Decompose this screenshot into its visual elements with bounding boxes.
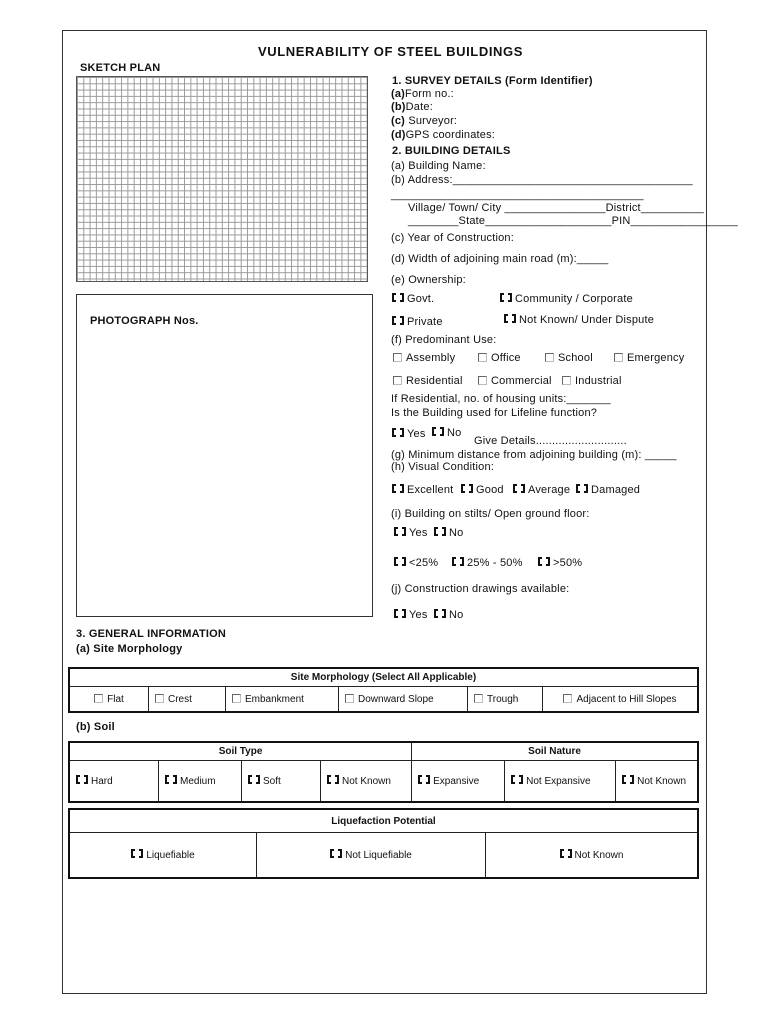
soil-hard-option[interactable]: Hard — [69, 761, 159, 803]
radio-icon — [392, 293, 404, 304]
ownership-private-option[interactable]: Private — [392, 316, 443, 328]
radio-icon — [513, 484, 525, 495]
liquefaction-unknown-option[interactable]: Not Known — [486, 833, 699, 879]
drawings-yes-option[interactable]: Yes — [394, 609, 428, 621]
stilts-lt25-option[interactable]: <25% — [394, 557, 438, 569]
checkbox-icon — [474, 694, 483, 703]
soil-nature-header: Soil Nature — [412, 742, 698, 761]
road-width-field[interactable]: (d) Width of adjoining main road (m):_____ — [391, 253, 609, 265]
site-downward-slope-checkbox[interactable]: Downward Slope — [339, 687, 468, 713]
page-title: VULNERABILITY OF STEEL BUILDINGS — [258, 44, 524, 59]
checkbox-icon — [393, 376, 402, 385]
radio-icon — [418, 775, 430, 786]
radio-icon — [131, 849, 143, 860]
checkbox-icon — [155, 694, 164, 703]
radio-icon — [248, 775, 260, 786]
checkbox-icon — [478, 376, 487, 385]
drawings-label: (j) Construction drawings available: — [391, 583, 570, 595]
visual-good-option[interactable]: Good — [461, 484, 504, 496]
radio-icon — [538, 557, 550, 568]
radio-icon — [576, 484, 588, 495]
visual-condition-label: (h) Visual Condition: — [391, 461, 495, 473]
checkbox-icon — [562, 376, 571, 385]
soil-type-header: Soil Type — [69, 742, 412, 761]
radio-icon — [434, 609, 446, 620]
checkbox-icon — [94, 694, 103, 703]
visual-damaged-option[interactable]: Damaged — [576, 484, 640, 496]
checkbox-icon — [545, 353, 554, 362]
use-industrial-checkbox[interactable]: Industrial — [562, 375, 622, 387]
visual-average-option[interactable]: Average — [513, 484, 570, 496]
lifeline-yes-option[interactable]: Yes — [392, 428, 426, 440]
checkbox-icon — [563, 694, 572, 703]
radio-icon — [330, 849, 342, 860]
lifeline-no-option[interactable]: No — [432, 427, 461, 439]
soil-expansive-option[interactable]: Expansive — [412, 761, 505, 803]
year-of-construction-field[interactable]: (c) Year of Construction: — [391, 232, 515, 244]
state-pin-field[interactable]: ________State____________________PIN_________________ — [408, 215, 738, 227]
radio-icon — [392, 428, 404, 439]
sketch-plan-grid[interactable] — [76, 76, 368, 282]
radio-icon — [511, 775, 523, 786]
radio-icon — [500, 293, 512, 304]
stilts-label: (i) Building on stilts/ Open ground floor: — [391, 508, 590, 520]
ownership-community-option[interactable]: Community / Corporate — [500, 293, 633, 305]
photograph-label: PHOTOGRAPH Nos. — [90, 315, 199, 327]
building-heading: 2. BUILDING DETAILS — [392, 145, 511, 157]
radio-icon — [392, 484, 404, 495]
general-info-heading: 3. GENERAL INFORMATION — [76, 628, 227, 640]
survey-date[interactable]: (b)Date: — [391, 101, 433, 113]
building-name-field[interactable]: (a) Building Name: — [391, 160, 486, 172]
site-table-header: Site Morphology (Select All Applicable) — [69, 668, 698, 687]
survey-heading: 1. SURVEY DETAILS (Form Identifier) — [392, 75, 593, 87]
liquefaction-table — [68, 808, 699, 879]
stilts-no-option[interactable]: No — [434, 527, 463, 539]
survey-gps[interactable]: (d)GPS coordinates: — [391, 129, 496, 141]
checkbox-icon — [478, 353, 487, 362]
radio-icon — [394, 557, 406, 568]
photograph-box[interactable] — [76, 294, 373, 617]
ownership-govt-option[interactable]: Govt. — [392, 293, 434, 305]
site-flat-checkbox[interactable]: Flat — [69, 687, 149, 713]
site-morphology-table — [68, 667, 699, 713]
visual-excellent-option[interactable]: Excellent — [392, 484, 453, 496]
soil-medium-option[interactable]: Medium — [159, 761, 242, 803]
soil-type-unknown-option[interactable]: Not Known — [321, 761, 412, 803]
site-embankment-checkbox[interactable]: Embankment — [226, 687, 339, 713]
soil-soft-option[interactable]: Soft — [242, 761, 321, 803]
soil-not-expansive-option[interactable]: Not Expansive — [505, 761, 616, 803]
not-liquefiable-option[interactable]: Not Liquefiable — [257, 833, 486, 879]
radio-icon — [434, 527, 446, 538]
site-morphology-heading: (a) Site Morphology — [76, 643, 183, 655]
use-assembly-checkbox[interactable]: Assembly — [393, 352, 455, 364]
lifeline-question: Is the Building used for Lifeline function? — [391, 407, 598, 419]
survey-surveyor[interactable]: (c) Surveyor: — [391, 115, 458, 127]
radio-icon — [327, 775, 339, 786]
site-trough-checkbox[interactable]: Trough — [468, 687, 543, 713]
soil-nature-unknown-option[interactable]: Not Known — [616, 761, 698, 803]
lifeline-details-field[interactable]: Give Details............................ — [474, 435, 627, 447]
soil-heading: (b) Soil — [76, 721, 115, 733]
stilts-gt50-option[interactable]: >50% — [538, 557, 582, 569]
stilts-25-50-option[interactable]: 25% - 50% — [452, 557, 523, 569]
liquefaction-header: Liquefaction Potential — [69, 809, 698, 833]
radio-icon — [394, 527, 406, 538]
use-residential-checkbox[interactable]: Residential — [393, 375, 463, 387]
soil-table — [68, 741, 699, 803]
site-crest-checkbox[interactable]: Crest — [149, 687, 226, 713]
use-school-checkbox[interactable]: School — [545, 352, 593, 364]
radio-icon — [622, 775, 634, 786]
housing-units-field[interactable]: If Residential, no. of housing units:_______ — [391, 393, 611, 405]
checkbox-icon — [232, 694, 241, 703]
min-distance-field[interactable]: (g) Minimum distance from adjoining building (m): _____ — [391, 449, 677, 461]
drawings-no-option[interactable]: No — [434, 609, 463, 621]
radio-icon — [461, 484, 473, 495]
village-district-field[interactable]: Village/ Town/ City ________________District__________ — [408, 202, 704, 214]
radio-icon — [392, 316, 404, 327]
ownership-label: (e) Ownership: — [391, 274, 466, 286]
use-commercial-checkbox[interactable]: Commercial — [478, 375, 552, 387]
radio-icon — [394, 609, 406, 620]
checkbox-icon — [345, 694, 354, 703]
liquefiable-option[interactable]: Liquefiable — [69, 833, 257, 879]
radio-icon — [452, 557, 464, 568]
radio-icon — [504, 314, 516, 325]
checkbox-icon — [393, 353, 402, 362]
use-office-checkbox[interactable]: Office — [478, 352, 521, 364]
predominant-use-label: (f) Predominant Use: — [391, 334, 497, 346]
site-hill-slopes-checkbox[interactable]: Adjacent to Hill Slopes — [543, 687, 699, 713]
use-emergency-checkbox[interactable]: Emergency — [614, 352, 684, 364]
survey-form-no[interactable]: (a)Form no.: — [391, 88, 454, 100]
radio-icon — [560, 849, 572, 860]
building-address-line2[interactable]: ________________________________________ — [391, 189, 644, 201]
radio-icon — [76, 775, 88, 786]
ownership-unknown-option[interactable]: Not Known/ Under Dispute — [504, 314, 654, 326]
building-address-field[interactable]: (b) Address:______________________________________ — [391, 174, 693, 186]
radio-icon — [165, 775, 177, 786]
sketch-plan-label: SKETCH PLAN — [80, 62, 161, 74]
radio-icon — [432, 427, 444, 438]
stilts-yes-option[interactable]: Yes — [394, 527, 428, 539]
checkbox-icon — [614, 353, 623, 362]
